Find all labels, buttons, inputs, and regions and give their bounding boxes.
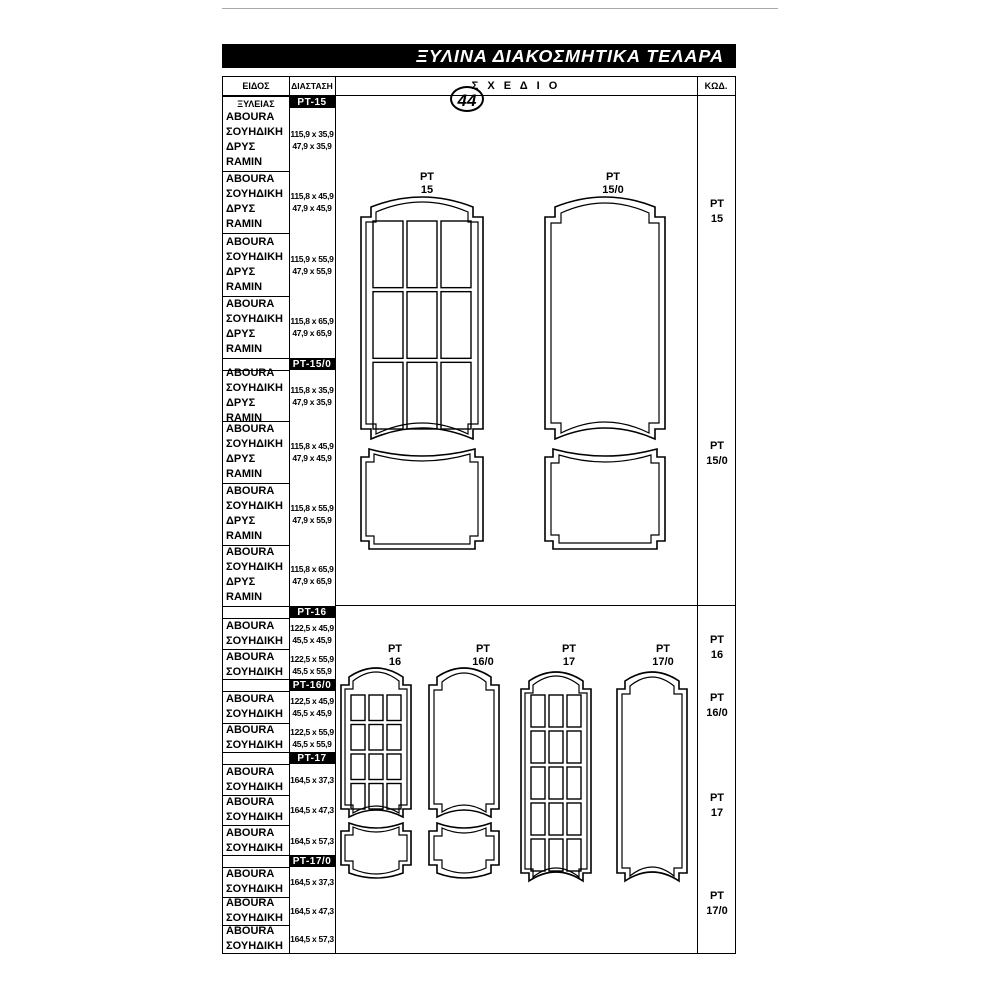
wood-type-name: ABOURA (226, 693, 275, 705)
pt16-glass-pane (369, 784, 383, 810)
product-code-line: 16 (710, 649, 724, 661)
wood-type-name: ΔΡΥΣ (226, 265, 256, 278)
dimension-cell (289, 653, 335, 677)
wood-type-name: ΣΟΥΗΔΙΚΗ (226, 438, 283, 450)
dimension-value: 45,5 x 45,9 (292, 634, 332, 645)
wood-type-name: ABOURA (226, 897, 275, 909)
section-divider (223, 358, 335, 359)
pt16-glass-pane (387, 695, 401, 721)
dimension-cell (289, 933, 335, 945)
dimension-cell (289, 502, 335, 526)
pt17-glass-pane (531, 803, 545, 835)
wood-type-name: ABOURA (226, 868, 275, 880)
pt17-glass-pane (531, 839, 545, 871)
wood-type-name: ABOURA (226, 235, 275, 248)
dimension-cell (289, 905, 335, 917)
wood-type-name: ΔΡΥΣ (226, 140, 256, 153)
wood-type-cell (223, 765, 289, 795)
wood-type-name: ΣΟΥΗΔΙΚΗ (226, 665, 283, 678)
dimension-value: 115,9 x 35,9 (290, 128, 334, 139)
wood-type-cell (223, 795, 289, 825)
col-header-code: ΚΩΔ. (704, 81, 728, 91)
dimension-cell (289, 563, 335, 587)
wood-type-name: ABOURA (226, 724, 275, 736)
wood-type-name: ΔΡΥΣ (226, 327, 256, 340)
product-code-line: 15 (710, 213, 724, 225)
dimension-cell (289, 440, 335, 464)
dimension-value: 164,5 x 57,3 (290, 934, 334, 944)
section-badge: PT-15 (289, 97, 335, 108)
dimension-value: 47,9 x 65,9 (292, 576, 332, 586)
dimension-cell (289, 835, 335, 847)
dimension-value: 164,5 x 47,3 (290, 906, 334, 916)
pt15-0-lower-frame (545, 449, 665, 549)
wood-type-name: ΣΟΥΗΔΙΚΗ (226, 312, 283, 325)
dimension-cell (289, 695, 335, 719)
pt16-upper-frame-inner (345, 672, 407, 813)
pt15-upper-frame-inner (366, 202, 478, 434)
product-code-line: 15/0 (706, 455, 728, 467)
wood-type-name: ABOURA (226, 619, 275, 632)
wood-type-name: ΣΟΥΗΔΙΚΗ (226, 739, 283, 751)
wood-type-name: ΣΟΥΗΔΙΚΗ (226, 561, 283, 573)
design-label (549, 643, 589, 669)
wood-type-name: ABOURA (226, 485, 275, 497)
wood-type-name: ΣΟΥΗΔΙΚΗ (226, 500, 283, 512)
dimension-value: 122,5 x 55,9 (290, 727, 334, 737)
page-number: 44 (450, 86, 484, 112)
section-badge: PT-17 (289, 753, 335, 764)
product-code (699, 791, 735, 821)
wood-type-name: ΣΟΥΗΔΙΚΗ (226, 125, 283, 138)
dimension-value: 47,9 x 55,9 (292, 265, 332, 276)
design-label (643, 643, 683, 669)
dimension-cell (289, 190, 335, 214)
wood-type-name: RAMIN (226, 218, 263, 230)
design-label-line: 15/0 (602, 184, 624, 196)
design-label (463, 643, 503, 669)
wood-type-name: ΣΟΥΗΔΙΚΗ (226, 634, 283, 647)
dimension-value: 164,5 x 57,3 (290, 835, 334, 846)
wood-type-name: ABOURA (226, 173, 275, 185)
dimension-value: 122,5 x 45,9 (290, 696, 334, 706)
pt17-0-frame (617, 672, 687, 881)
product-code-line: 17/0 (706, 905, 728, 917)
wood-type-name: ΔΡΥΣ (226, 515, 256, 527)
pt16-lower-frame (341, 823, 411, 878)
product-code-line: PT (709, 890, 725, 902)
dimension-value: 47,9 x 45,9 (292, 453, 332, 463)
section-divider (223, 752, 335, 753)
product-code (699, 633, 735, 663)
product-code-line: PT (709, 198, 725, 210)
product-code-line: PT (709, 634, 725, 646)
wood-type-cell (223, 692, 289, 722)
dimension-value: 47,9 x 65,9 (292, 327, 332, 338)
wood-type-name: ΔΡΥΣ (226, 576, 256, 588)
pt17-glass-pane (549, 803, 563, 835)
design-label-line: 16/0 (472, 656, 494, 668)
design-label-line: PT (475, 643, 491, 655)
pt16-glass-pane (351, 695, 365, 721)
pt15-glass-pane (407, 362, 437, 429)
pt17-glass-pane (549, 839, 563, 871)
pt17-0-frame-inner (622, 677, 682, 876)
dimension-cell (289, 128, 335, 152)
dimension-value: 47,9 x 45,9 (292, 203, 332, 213)
pt15-glass-pane (441, 362, 471, 429)
pt15-0-upper-frame (545, 197, 665, 439)
wood-type-name: ABOURA (226, 796, 275, 808)
dimension-cell (289, 622, 335, 646)
wood-type-name: ΔΡΥΣ (226, 396, 256, 409)
dimension-cell (289, 876, 335, 888)
wood-type-name: RAMIN (226, 591, 263, 603)
pt17-glass-pane (531, 731, 545, 763)
dimension-value: 122,5 x 55,9 (290, 653, 334, 664)
wood-type-name: ΣΟΥΗΔΙΚΗ (226, 883, 283, 895)
wood-type-cell (223, 235, 289, 295)
wood-type-name: RAMIN (226, 530, 263, 542)
pt16-glass-pane (387, 725, 401, 751)
section-badge: PT-16/0 (289, 680, 335, 691)
wood-type-cell (223, 826, 289, 856)
dimension-value: 164,5 x 47,3 (290, 805, 334, 815)
dimension-cell (289, 804, 335, 816)
wood-type-cell (223, 366, 289, 426)
design-label-line: PT (387, 643, 403, 655)
page-title: ΞΥΛΙΝΑ ΔΙΑΚΟΣΜΗΤΙΚΑ ΤΕΛΑΡΑ (416, 46, 724, 66)
pt17-glass-pane (567, 695, 581, 727)
pt15-lower-frame-inner (366, 454, 478, 544)
pt16-glass-pane (351, 725, 365, 751)
col-header-wood: ΕΙΔΟΣ ΞΥΛΕΙΑΣ (237, 81, 275, 109)
section-divider (223, 855, 335, 856)
dimension-cell (289, 315, 335, 339)
wood-type-cell (223, 896, 289, 926)
pt15-glass-pane (373, 292, 403, 359)
section-divider (223, 96, 335, 97)
pt17-glass-pane (531, 695, 545, 727)
design-label-line: PT (655, 643, 671, 655)
wood-type-cell (223, 867, 289, 897)
wood-type-name: RAMIN (226, 155, 263, 168)
wood-type-name: ABOURA (226, 297, 275, 310)
wood-type-cell (223, 297, 289, 357)
pt17-glass-pane (567, 803, 581, 835)
wood-type-name: ΣΟΥΗΔΙΚΗ (226, 841, 283, 854)
wood-type-name: ΣΟΥΗΔΙΚΗ (226, 188, 283, 200)
pt16-glass-pane (369, 725, 383, 751)
wood-type-name: RAMIN (226, 468, 263, 480)
product-code (699, 197, 735, 227)
product-code-line: 17 (710, 807, 724, 819)
pt15-0-upper-frame-inner (551, 203, 659, 433)
wood-type-name: ΣΟΥΗΔΙΚΗ (226, 940, 283, 952)
pt15-upper-frame (361, 197, 483, 439)
design-label-line: 16 (388, 656, 402, 668)
design-label (407, 171, 447, 197)
pt17-glass-pane (567, 839, 581, 871)
dimension-value: 115,8 x 65,9 (290, 564, 334, 574)
pt16-lower-frame-inner (345, 827, 407, 874)
dimension-value: 115,8 x 35,9 (290, 384, 334, 395)
top-rule (222, 8, 778, 9)
dimension-value: 115,8 x 65,9 (290, 315, 334, 326)
design-label-line: 17/0 (652, 656, 674, 668)
wood-type-cell (223, 110, 289, 170)
pt15-lower-frame (361, 449, 483, 549)
pt16-0-lower-frame-inner (434, 828, 494, 873)
wood-type-cell (223, 619, 289, 649)
dimension-value: 45,5 x 55,9 (292, 665, 332, 676)
wood-type-name: ABOURA (226, 925, 275, 937)
pt15-glass-pane (441, 292, 471, 359)
wood-type-name: ABOURA (226, 765, 275, 778)
wood-type-name: ΣΟΥΗΔΙΚΗ (226, 381, 283, 394)
wood-type-name: ABOURA (226, 423, 275, 435)
wood-type-name: RAMIN (226, 280, 263, 293)
pt15-glass-pane (441, 221, 471, 288)
wood-type-cell (223, 924, 289, 954)
pt16-glass-pane (369, 754, 383, 780)
section-badge: PT-17/0 (289, 856, 335, 867)
design-label-line: 17 (562, 656, 576, 668)
wood-type-cell (223, 172, 289, 232)
product-code-line: PT (709, 792, 725, 804)
pt15-0-lower-frame-inner (551, 455, 659, 543)
section-divider (223, 606, 335, 607)
dimension-cell (289, 726, 335, 750)
dimension-value: 122,5 x 45,9 (290, 622, 334, 633)
section-badge: PT-16 (289, 607, 335, 618)
design-label (593, 171, 633, 197)
wood-type-name: ABOURA (226, 546, 275, 558)
col-header-design: Σ Χ Ε Δ Ι Ο (471, 80, 561, 92)
pt15-glass-pane (407, 221, 437, 288)
dimension-cell (289, 774, 335, 786)
pt15-glass-pane (373, 362, 403, 429)
pt15-glass-pane (407, 292, 437, 359)
dimension-value: 47,9 x 35,9 (292, 396, 332, 407)
wood-type-cell (223, 650, 289, 680)
wood-type-name: ΣΟΥΗΔΙΚΗ (226, 780, 283, 793)
design-label-line: 15 (420, 184, 434, 196)
dimension-value: 115,8 x 45,9 (290, 191, 334, 201)
dimension-value: 45,5 x 55,9 (292, 739, 332, 749)
pt17-glass-pane (567, 767, 581, 799)
pt16-0-upper-frame-inner (434, 673, 494, 812)
wood-type-cell (223, 723, 289, 753)
pt17-glass-pane (549, 731, 563, 763)
design-label-line: PT (561, 643, 577, 655)
pt16-glass-pane (369, 695, 383, 721)
catalog-table (222, 76, 736, 954)
dimension-value: 115,8 x 55,9 (290, 503, 334, 513)
section-divider (223, 679, 335, 680)
wood-type-name: ABOURA (226, 110, 275, 123)
dimension-value: 47,9 x 35,9 (292, 140, 332, 151)
dimension-cell (289, 384, 335, 408)
wood-type-cell (223, 484, 289, 544)
wood-type-name: ABOURA (226, 366, 275, 379)
wood-type-name: RAMIN (226, 342, 263, 355)
wood-type-name: ΔΡΥΣ (226, 203, 256, 215)
wood-type-name: ΣΟΥΗΔΙΚΗ (226, 708, 283, 720)
dimension-value: 164,5 x 37,3 (290, 877, 334, 887)
product-code-line: PT (709, 692, 725, 704)
design-label-line: PT (419, 171, 435, 183)
pt16-0-lower-frame (429, 823, 499, 878)
dimension-value: 115,8 x 45,9 (290, 441, 334, 451)
dimension-value: 115,9 x 55,9 (290, 253, 334, 264)
pt17-glass-pane (567, 731, 581, 763)
section-badge: PT-15/0 (289, 359, 335, 370)
pt16-glass-pane (351, 754, 365, 780)
wood-type-cell (223, 545, 289, 605)
pt17-glass-pane (549, 767, 563, 799)
wood-type-name: ΣΟΥΗΔΙΚΗ (226, 912, 283, 924)
pt17-frame-inner (525, 676, 587, 877)
pt15-glass-pane (373, 221, 403, 288)
product-code (699, 439, 735, 469)
wood-type-name: ΣΟΥΗΔΙΚΗ (226, 811, 283, 823)
dimension-value: 45,5 x 45,9 (292, 708, 332, 718)
wood-type-cell (223, 422, 289, 482)
wood-type-name: ABOURA (226, 650, 275, 663)
dimension-value: 164,5 x 37,3 (290, 774, 334, 785)
pt16-glass-pane (387, 754, 401, 780)
wood-type-name: ΔΡΥΣ (226, 453, 256, 465)
dimension-value: 47,9 x 55,9 (292, 515, 332, 525)
wood-type-name: ABOURA (226, 826, 275, 839)
wood-type-name: ΣΟΥΗΔΙΚΗ (226, 250, 283, 263)
pt17-glass-pane (549, 695, 563, 727)
product-code (699, 889, 735, 919)
design-label (375, 643, 415, 669)
pt17-glass-pane (531, 767, 545, 799)
product-code (699, 691, 735, 721)
col-header-dimension: ΔΙΑΣΤΑΣΗ (291, 81, 333, 91)
product-code-line: 16/0 (706, 707, 728, 719)
dimension-cell (289, 253, 335, 277)
wood-type-name: RAMIN (226, 411, 263, 424)
design-label-line: PT (605, 171, 621, 183)
product-code-line: PT (709, 440, 725, 452)
